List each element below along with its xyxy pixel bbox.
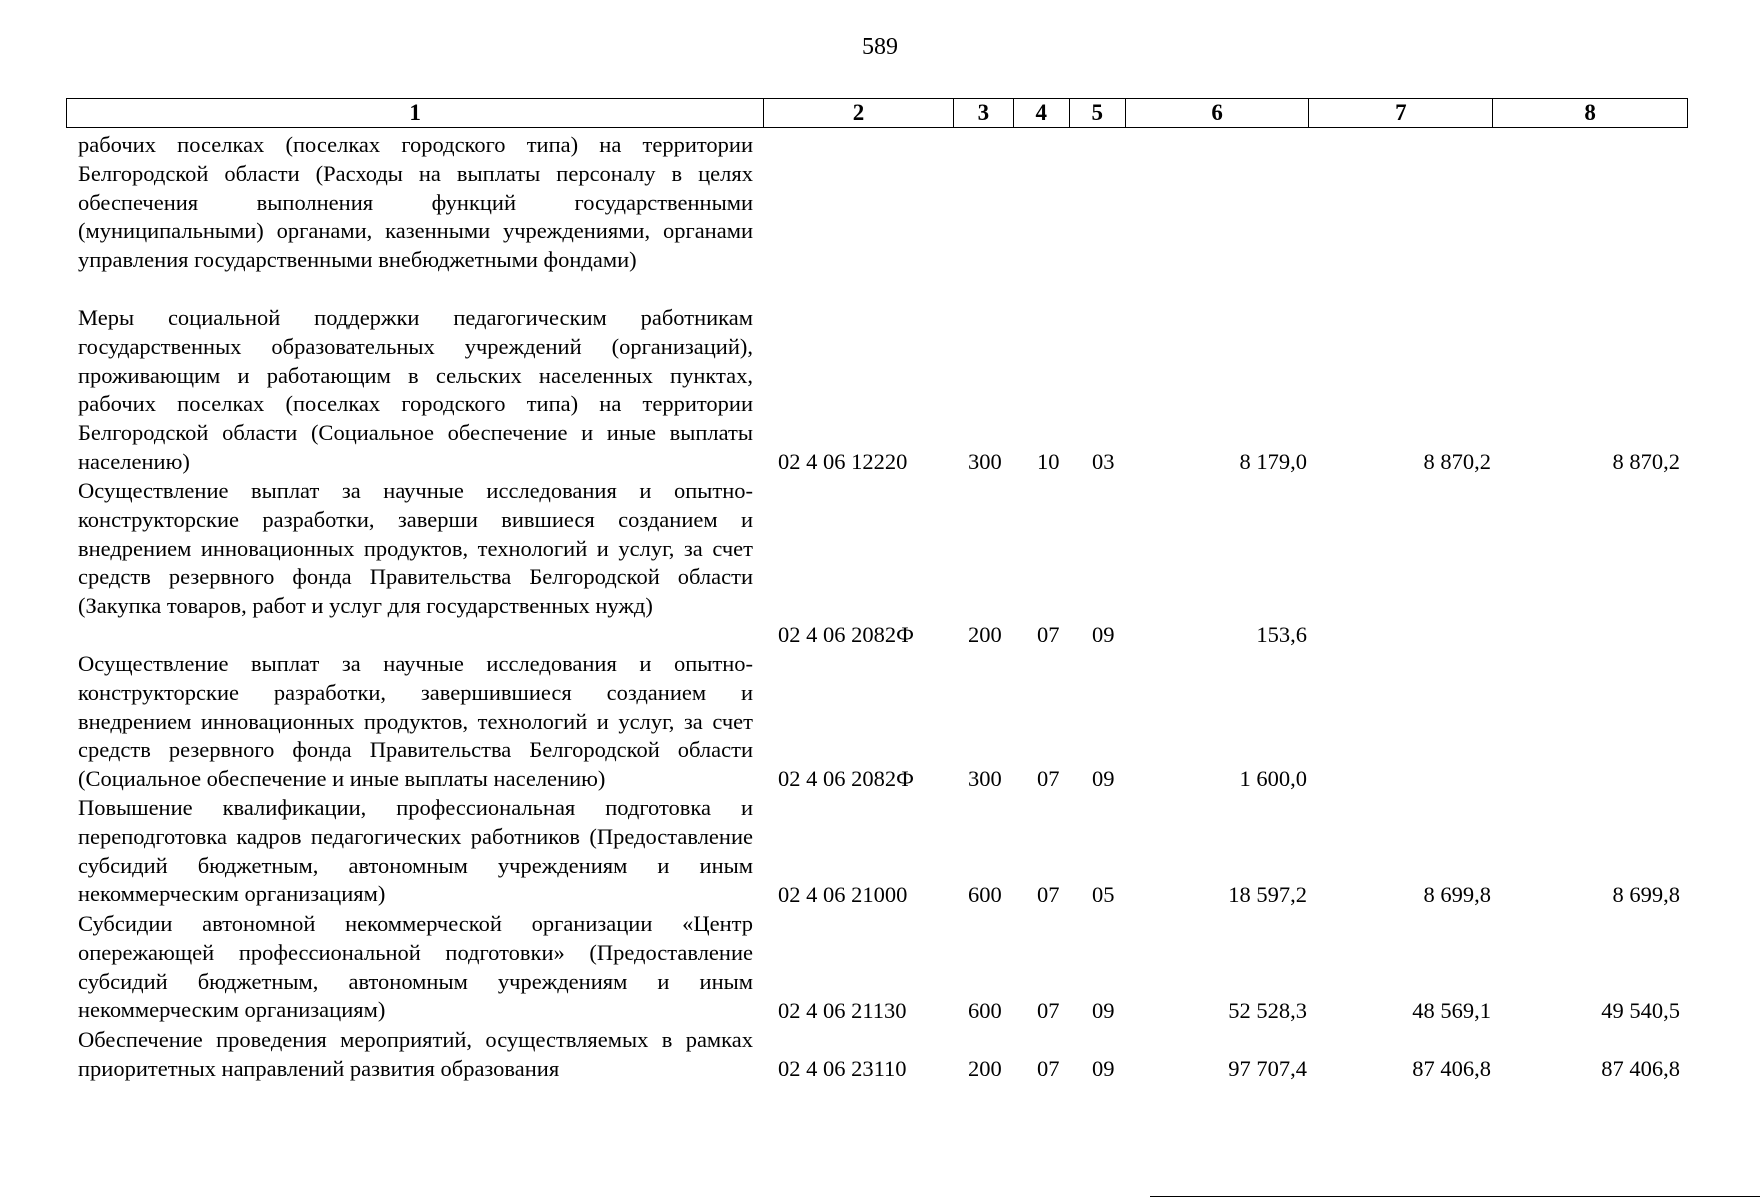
row-section: 07 bbox=[1037, 1056, 1060, 1082]
row-section: 10 bbox=[1037, 449, 1060, 475]
column-header-6: 6 bbox=[1126, 99, 1310, 127]
row-subsection: 09 bbox=[1092, 766, 1115, 792]
row-expense-type: 300 bbox=[968, 449, 1002, 475]
row-subsection: 03 bbox=[1092, 449, 1115, 475]
row-description: Осуществление выплат за научные исследования и опытно-конструкторские разработки, завершившиеся созданием и внедрением инновационных продуктов, технологий и услуг, за счет средств резервного фонда Правительства Белгородской области (Социальное обеспечение и иные выплаты населению) bbox=[78, 651, 753, 792]
row-amount-col7: 8 699,8 bbox=[1423, 882, 1491, 908]
row-amount-col6: 18 597,2 bbox=[1228, 882, 1307, 908]
row-description: Обеспечение проведения мероприятий, осуществляемых в рамках приоритетных направлений развития образования bbox=[78, 1027, 753, 1081]
bottom-rule bbox=[1150, 1196, 1760, 1197]
row-amount-col6: 8 179,0 bbox=[1239, 449, 1307, 475]
row-target-code: 02 4 06 21000 bbox=[778, 882, 908, 908]
row-amount-col8: 8 870,2 bbox=[1612, 449, 1680, 475]
row-amount-col7: 87 406,8 bbox=[1412, 1056, 1491, 1082]
row-section: 07 bbox=[1037, 998, 1060, 1024]
table-row bbox=[0, 794, 1760, 910]
row-subsection: 05 bbox=[1092, 882, 1115, 908]
row-section: 07 bbox=[1037, 622, 1060, 648]
column-header-7: 7 bbox=[1309, 99, 1493, 127]
row-amount-col8: 49 540,5 bbox=[1601, 998, 1680, 1024]
table-row bbox=[0, 131, 1760, 304]
row-target-code: 02 4 06 2082Ф bbox=[778, 766, 914, 792]
row-description: Осуществление выплат за научные исследования и опытно-конструкторские разработки, заверши вившиеся созданием и внедрением инновационных продуктов, технологий и услуг, за счет средств резервного фонда Правительства Белгородской области (Закупка товаров, работ и услуг для государственных нужд) bbox=[78, 478, 753, 619]
row-target-code: 02 4 06 23110 bbox=[778, 1056, 907, 1082]
row-expense-type: 200 bbox=[968, 1056, 1002, 1082]
row-subsection: 09 bbox=[1092, 998, 1115, 1024]
row-amount-col6: 1 600,0 bbox=[1239, 766, 1307, 792]
row-amount-col6: 153,6 bbox=[1256, 622, 1307, 648]
row-subsection: 09 bbox=[1092, 622, 1115, 648]
column-header-4: 4 bbox=[1014, 99, 1070, 127]
row-expense-type: 200 bbox=[968, 622, 1002, 648]
table-row bbox=[0, 650, 1760, 794]
row-section: 07 bbox=[1037, 766, 1060, 792]
row-description: Субсидии автономной некоммерческой организации «Центр опережающей профессиональной подготовки» (Предоставление субсидий бюджетным, автономным учреждениям и иным некоммерческим организациям) bbox=[78, 911, 753, 1023]
row-amount-col6: 52 528,3 bbox=[1228, 998, 1307, 1024]
row-target-code: 02 4 06 12220 bbox=[778, 449, 908, 475]
column-header-5: 5 bbox=[1070, 99, 1126, 127]
column-header-3: 3 bbox=[954, 99, 1014, 127]
row-description: Повышение квалификации, профессиональная подготовка и переподготовка кадров педагогических работников (Предоставление субсидий бюджетным, автономным учреждениям и иным некоммерческим организациям) bbox=[78, 795, 753, 907]
row-section: 07 bbox=[1037, 882, 1060, 908]
table-row bbox=[0, 477, 1760, 650]
table-row bbox=[0, 910, 1760, 1026]
row-description: Меры социальной поддержки педагогическим работникам государственных образовательных учреждений (организаций), проживающим и работающим в сельских населенных пунктах, рабочих поселках (поселках городского типа) на территории Белгородской области (Социальное обеспечение и иные выплаты населению) bbox=[78, 305, 753, 474]
page-number: 589 bbox=[862, 34, 898, 60]
row-target-code: 02 4 06 2082Ф bbox=[778, 622, 914, 648]
column-header-8: 8 bbox=[1584, 100, 1596, 125]
row-description: рабочих поселках (поселках городского типа) на территории Белгородской области (Расходы на выплаты персоналу в целях обеспечения выполнения функций государственными (муниципальными) органами, казенными учреждениями, органами управления государственными внебюджетными фондами) bbox=[78, 132, 753, 273]
row-amount-col8: 87 406,8 bbox=[1601, 1056, 1680, 1082]
row-expense-type: 600 bbox=[968, 882, 1002, 908]
row-target-code: 02 4 06 21130 bbox=[778, 998, 907, 1024]
row-expense-type: 300 bbox=[968, 766, 1002, 792]
row-amount-col8: 8 699,8 bbox=[1612, 882, 1680, 908]
row-amount-col7: 48 569,1 bbox=[1412, 998, 1491, 1024]
table-row bbox=[0, 304, 1760, 477]
row-expense-type: 600 bbox=[968, 998, 1002, 1024]
column-header-2: 2 bbox=[764, 99, 954, 127]
row-subsection: 09 bbox=[1092, 1056, 1115, 1082]
row-amount-col7: 8 870,2 bbox=[1423, 449, 1491, 475]
column-header-1: 1 bbox=[67, 99, 764, 127]
row-amount-col6: 97 707,4 bbox=[1228, 1056, 1307, 1082]
table-row bbox=[0, 1026, 1760, 1084]
